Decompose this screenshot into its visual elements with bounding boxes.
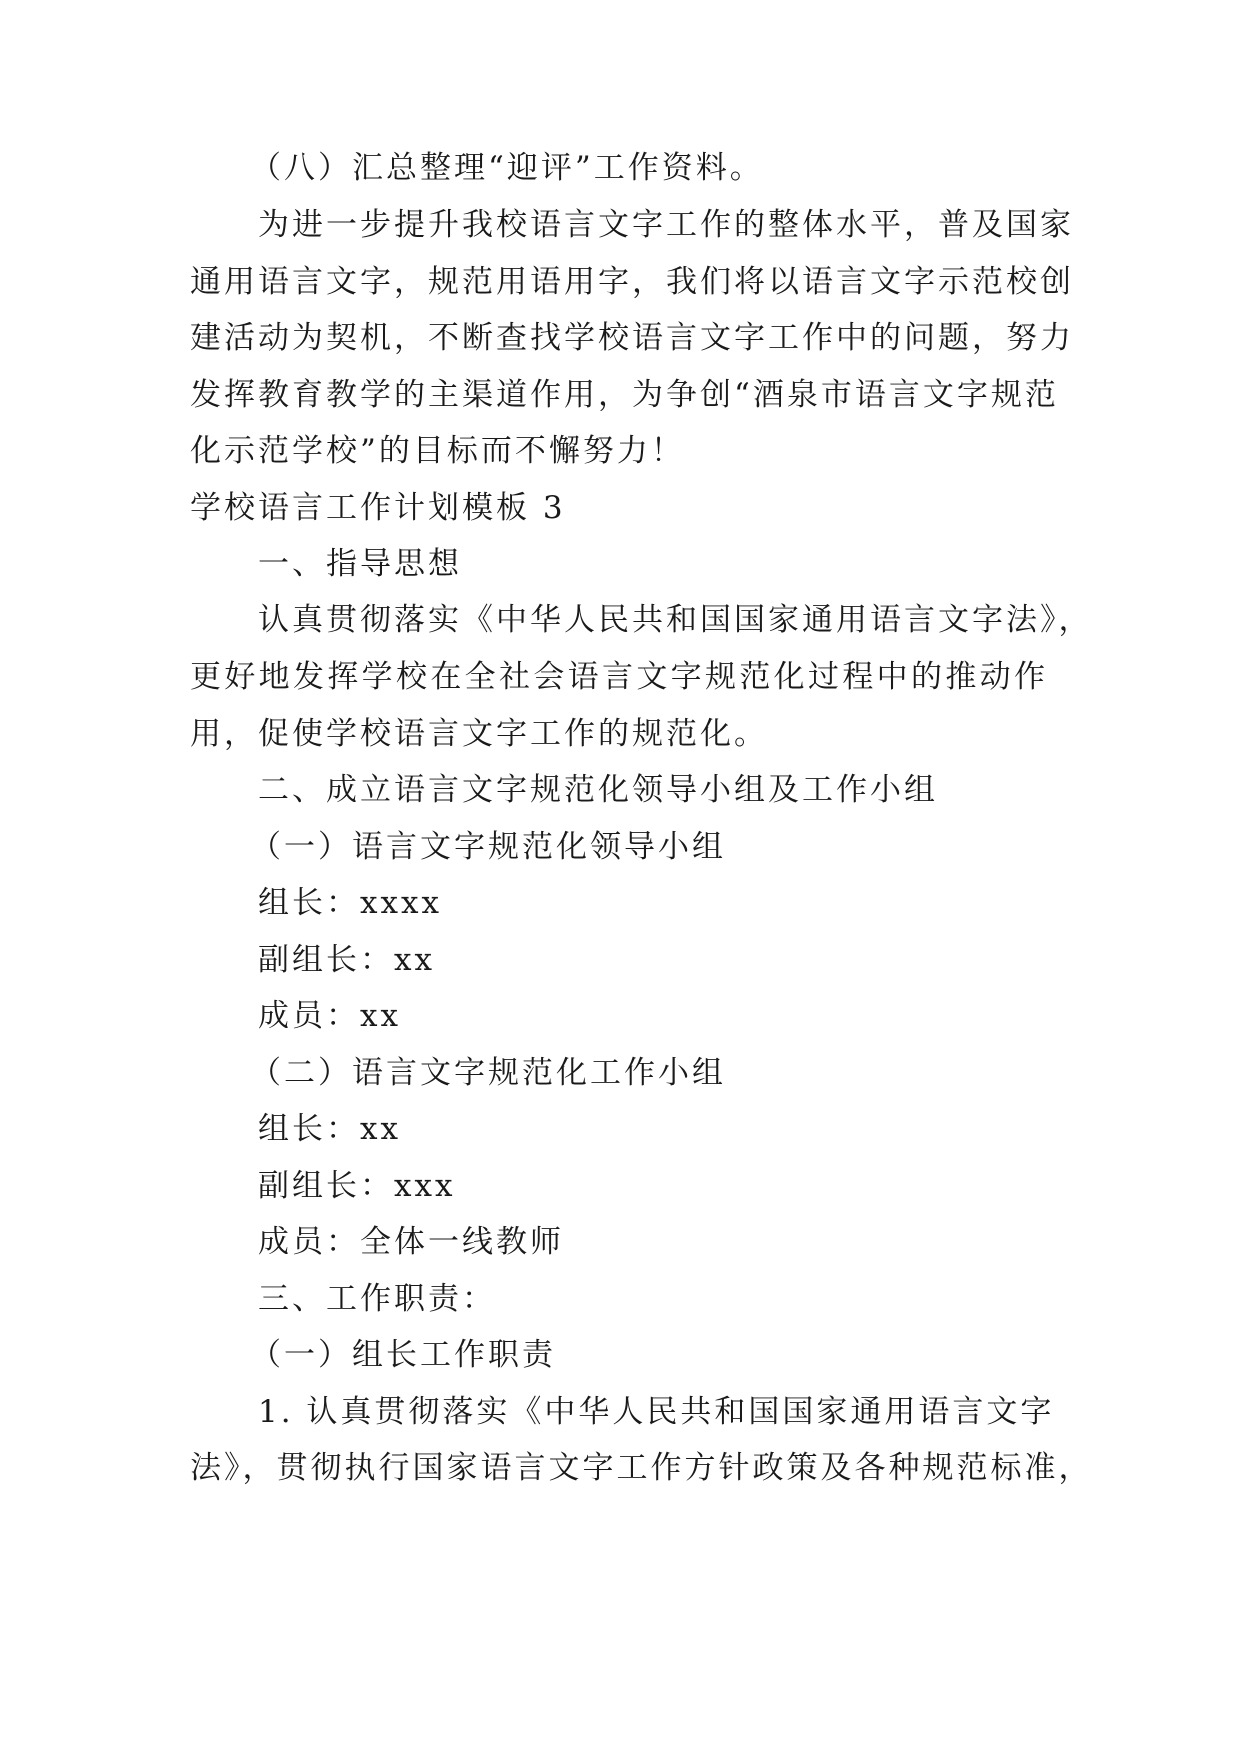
member-line: 副组长：xx bbox=[258, 942, 435, 978]
paragraph-line: 为进一步提升我校语言文字工作的整体水平，普及国家 bbox=[258, 207, 1074, 243]
section-item-8: （八）汇总整理“迎评”工作资料。 bbox=[250, 150, 764, 186]
paragraph-line: 1. 认真贯彻落实《中华人民共和国国家通用语言文字 bbox=[258, 1394, 1055, 1430]
member-line: 组长：xxxx bbox=[258, 885, 442, 921]
paragraph-line: 更好地发挥学校在全社会语言文字规范化过程中的推动作 bbox=[190, 659, 1048, 695]
member-line: 副组长：xxx bbox=[258, 1168, 456, 1204]
paragraph-line: 用，促使学校语言文字工作的规范化。 bbox=[190, 716, 768, 752]
member-line: 成员：xx bbox=[258, 998, 401, 1034]
paragraph-line: 通用语言文字，规范用语用字，我们将以语言文字示范校创 bbox=[190, 264, 1074, 300]
paragraph-line: 发挥教育教学的主渠道作用，为争创“酒泉市语言文字规范 bbox=[190, 377, 1059, 413]
member-line: 成员：全体一线教师 bbox=[258, 1224, 564, 1260]
paragraph-line: 认真贯彻落实《中华人民共和国国家通用语言文字法》， bbox=[258, 602, 1093, 638]
subsection-heading: （一）组长工作职责 bbox=[250, 1337, 556, 1373]
section-heading: 一、指导思想 bbox=[258, 546, 462, 582]
paragraph-line: 化示范学校”的目标而不懈努力！ bbox=[190, 433, 685, 469]
subsection-heading: （一）语言文字规范化领导小组 bbox=[250, 829, 726, 865]
paragraph-line: 建活动为契机，不断查找学校语言文字工作中的问题，努力 bbox=[190, 320, 1074, 356]
subsection-heading: （二）语言文字规范化工作小组 bbox=[250, 1055, 726, 1091]
section-heading: 二、成立语言文字规范化领导小组及工作小组 bbox=[258, 772, 938, 808]
member-line: 组长：xx bbox=[258, 1111, 401, 1147]
section-heading: 三、工作职责： bbox=[258, 1281, 496, 1317]
document-heading: 学校语言工作计划模板 3 bbox=[190, 490, 566, 526]
paragraph-line: 法》，贯彻执行国家语言文字工作方针政策及各种规范标准， bbox=[190, 1450, 1093, 1486]
